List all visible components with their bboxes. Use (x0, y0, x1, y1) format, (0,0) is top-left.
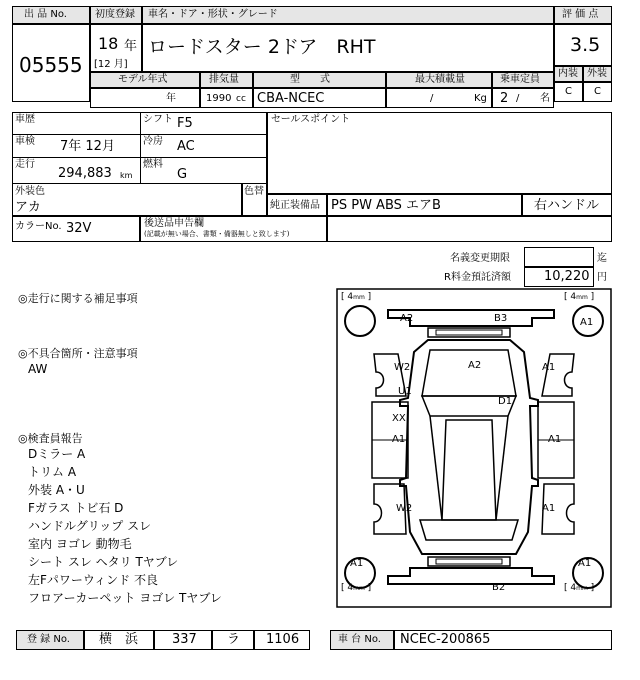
history-label: 車歴 (15, 114, 35, 125)
mark-left-door: A1 (392, 434, 406, 445)
first-reg-year-unit: 年 (124, 39, 138, 54)
ac-value: AC (177, 139, 195, 154)
ac-label: 冷房 (143, 136, 163, 147)
inspector-line: フロアーカーペット ヨゴレ Tヤブレ (28, 591, 222, 605)
sales-point-label: セールスポイント (271, 114, 351, 125)
mark-front-bumper-right: B3 (494, 313, 508, 324)
equipment-label: 純正装備品 (270, 200, 320, 211)
docs-label: 後送品申告欄 (144, 218, 204, 229)
inspector-line: ハンドルグリップ スレ (28, 519, 152, 533)
spec-max-load-label: 最大積載量 (415, 74, 465, 85)
mileage-label: 走行 (15, 159, 35, 170)
reg-number: 1106 (266, 632, 300, 647)
reg-label: 登 録 No. (27, 634, 70, 645)
spec-capacity: 2 (500, 91, 509, 106)
mark-left-door-upper: XX (392, 413, 406, 424)
tire-tread-front-right: [ 4mm ] (564, 292, 595, 302)
color-change-label: 色替 (244, 186, 264, 197)
tire-tread-front-left: [ 4mm ] (341, 292, 372, 302)
tire-tread-rear-left: [ 4mm ] (341, 583, 372, 593)
spec-capacity-slash: / (516, 93, 520, 104)
spec-model-type: CBA-NCEC (257, 91, 325, 106)
recycle-value: 10,220 (544, 269, 590, 284)
inspector-line: Fガラス トビ石 D (28, 501, 124, 515)
inspector-line: Dミラー A (28, 447, 86, 461)
defects-title: ◎不具合箇所・注意事項 (18, 347, 138, 360)
grade-value: 3.5 (570, 34, 601, 56)
docs-note: (記載が無い場合、書類・備器無しと致します) (144, 230, 290, 238)
recycle-label: R料金預託済額 (444, 272, 511, 283)
mileage-unit: km (120, 171, 133, 180)
chassis-no: NCEC-200865 (400, 632, 491, 647)
car-damage-diagram (336, 288, 612, 608)
docs-extra-cell (327, 216, 612, 242)
lot-number: 05555 (19, 53, 83, 77)
reg-area: 横 浜 (99, 632, 139, 647)
spec-capacity-unit: 名 (540, 93, 550, 104)
shift-value: F5 (177, 116, 193, 131)
color-value: アカ (15, 200, 41, 215)
car-name-label: 車名・ドア・形状・グレード (148, 9, 278, 20)
spec-displacement-label: 排気量 (209, 74, 239, 85)
inspection-label: 車検 (15, 136, 35, 147)
driving-notes-title: ◎走行に関する補足事項 (18, 292, 138, 305)
mark-left-fender: W2 (394, 362, 411, 373)
name-change-cell (524, 247, 594, 267)
spec-model-year-label: モデル年式 (118, 74, 168, 85)
defects-item: AW (28, 362, 48, 376)
spec-displacement: 1990 (206, 93, 232, 104)
name-change-unit: 迄 (597, 253, 607, 264)
mark-front-bumper-left: A2 (400, 313, 414, 324)
exterior-grade: C (594, 86, 601, 97)
interior-grade: C (565, 86, 572, 97)
spec-model-year-cell (90, 88, 200, 108)
mark-hood: A2 (468, 360, 482, 371)
inspector-line: トリム A (28, 465, 77, 479)
inspector-line: シート スレ ヘタリ Tヤブレ (28, 555, 179, 569)
fuel-value: G (177, 167, 188, 182)
reg-kana: ラ (227, 632, 241, 647)
equipment-value: PS PW ABS エアB (331, 198, 441, 213)
shift-label: シフト (143, 114, 173, 125)
recycle-unit: 円 (597, 272, 607, 283)
steering-value: 右ハンドル (534, 198, 600, 213)
color-no-value: 32V (66, 221, 92, 236)
spec-kg: Kg (474, 93, 487, 104)
spec-capacity-label: 乗車定員 (500, 74, 540, 85)
mark-right-fender: A1 (542, 362, 556, 373)
interior-label: 内装 (558, 68, 578, 79)
car-name: ロードスター 2ドア RHT (148, 36, 376, 58)
inspection-value: 7年 12月 (60, 139, 115, 154)
fuel-label: 燃料 (143, 159, 163, 170)
name-change-label: 名義変更期限 (450, 253, 510, 264)
mark-front-right-wheel: A1 (580, 317, 594, 328)
tire-tread-rear-right: [ 4mm ] (564, 583, 595, 593)
mark-rear-right-wheel: A1 (578, 558, 592, 569)
grade-label: 評 価 点 (562, 9, 599, 20)
mark-windshield: D1 (498, 396, 513, 407)
mark-rear-bumper: B2 (492, 582, 506, 593)
inspector-line: 左Fパワーウィンド 不良 (28, 573, 158, 587)
color-cell (12, 183, 242, 216)
mark-left-fender-lower: U1 (398, 386, 412, 397)
lot-label: 出 品 No. (24, 9, 67, 20)
inspector-line: 外装 A・U (28, 483, 85, 497)
spec-model-year-unit: 年 (166, 93, 176, 104)
first-reg-year: 18 (98, 34, 119, 53)
mark-left-rear-fender: W2 (396, 503, 413, 514)
color-label: 外装色 (15, 186, 45, 197)
spec-max-load-slash: / (430, 93, 434, 104)
chassis-label: 車 台 No. (338, 634, 381, 645)
exterior-label: 外装 (587, 68, 607, 79)
color-no-label: カラーNo. (15, 221, 62, 232)
first-reg-label: 初度登録 (95, 9, 135, 20)
spec-cc: cc (236, 94, 246, 104)
mark-right-door: A1 (548, 434, 562, 445)
mark-right-rear-fender: A1 (542, 503, 556, 514)
first-reg-month: [12 月] (94, 59, 128, 70)
reg-class: 337 (172, 632, 197, 647)
mileage-value: 294,883 (58, 166, 112, 181)
spec-model-type-label: 型 式 (290, 74, 330, 85)
mark-rear-left-wheel: A1 (350, 558, 364, 569)
inspector-title: ◎検査員報告 (18, 432, 83, 445)
inspector-line: 室内 ヨゴレ 動物毛 (28, 537, 132, 551)
